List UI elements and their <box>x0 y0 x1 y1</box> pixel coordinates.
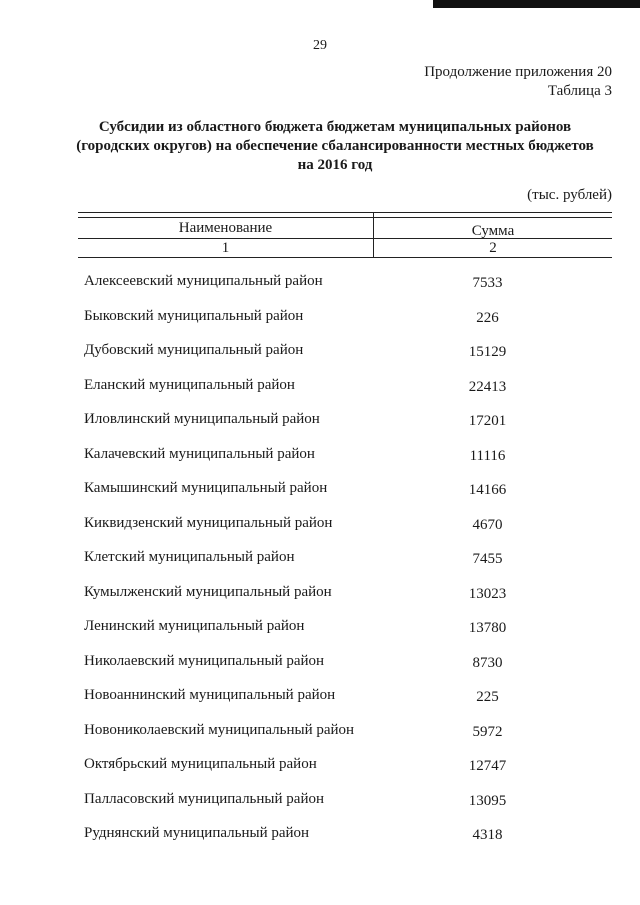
table-row <box>0 374 640 409</box>
row-name: Руднянский муниципальный район <box>84 825 310 841</box>
row-name: Клетский муниципальный район <box>84 549 295 565</box>
appendix-reference <box>424 63 612 101</box>
table-row <box>0 822 640 857</box>
table-row <box>0 581 640 616</box>
table-row <box>0 650 640 685</box>
row-name: Иловлинский муниципальный район <box>84 411 320 427</box>
table-row <box>0 305 640 340</box>
title-line-3: на 2016 год <box>297 157 373 173</box>
row-value: 4670 <box>472 516 503 533</box>
row-value: 8730 <box>472 654 503 671</box>
title-line-2: (городских округов) на обеспечение сбалансированности местных бюджетов <box>76 138 594 154</box>
row-value: 225 <box>476 689 499 705</box>
row-name: Киквидзенский муниципальный район <box>84 514 333 531</box>
table-row <box>0 753 640 788</box>
table-row <box>0 788 640 823</box>
row-name: Быковский муниципальный район <box>84 307 304 324</box>
page-number: 29 <box>313 38 327 53</box>
row-name: Камышинский муниципальный район <box>84 480 328 496</box>
table-header <box>78 212 612 261</box>
row-value: 17201 <box>468 413 507 429</box>
row-value: 226 <box>476 309 499 326</box>
document-title <box>60 118 610 175</box>
header-rule-top <box>78 217 612 218</box>
row-value: 7455 <box>472 551 503 567</box>
table-body <box>0 270 640 857</box>
row-value: 13023 <box>468 585 507 602</box>
header-name: Наименование <box>178 220 273 236</box>
table-row <box>0 719 640 754</box>
scan-edge-bar <box>433 0 640 8</box>
row-value: 7533 <box>472 275 503 291</box>
row-name: Дубовский муниципальный район <box>84 342 304 358</box>
table-row <box>0 615 640 650</box>
row-name: Еланский муниципальный район <box>84 376 295 393</box>
row-name: Октябрьский муниципальный район <box>84 756 317 772</box>
row-name: Николаевский муниципальный район <box>84 652 325 669</box>
row-value: 22413 <box>468 378 507 395</box>
units-label: (тыс. рублей) <box>527 187 612 203</box>
table-row <box>0 477 640 512</box>
header-rule-bottom <box>78 257 612 258</box>
row-value: 4318 <box>472 827 503 843</box>
title-line-1: Субсидии из областного бюджета бюджетам муниципальных районов <box>98 119 572 135</box>
table-row <box>0 684 640 719</box>
row-name: Калачевский муниципальный район <box>84 445 315 462</box>
table-row <box>0 270 640 305</box>
table-row <box>0 512 640 547</box>
row-name: Новониколаевский муниципальный район <box>84 721 355 738</box>
header-sum: Сумма <box>471 223 515 239</box>
table-row <box>0 339 640 374</box>
table-row <box>0 443 640 478</box>
appendix-line: Продолжение приложения 20 <box>424 64 612 80</box>
row-name: Алексеевский муниципальный район <box>84 273 323 289</box>
header-col-number-2: 2 <box>489 240 497 256</box>
row-name: Ленинский муниципальный район <box>84 618 305 634</box>
row-value: 5972 <box>472 723 503 740</box>
row-name: Кумылженский муниципальный район <box>84 583 332 600</box>
row-name: Палласовский муниципальный район <box>84 790 324 807</box>
row-name: Новоаннинский муниципальный район <box>84 687 336 703</box>
table-row <box>0 546 640 581</box>
row-value: 14166 <box>468 482 507 498</box>
row-value: 13780 <box>468 620 507 636</box>
row-value: 12747 <box>468 758 507 774</box>
row-value: 11116 <box>469 447 506 464</box>
row-value: 13095 <box>468 792 507 809</box>
table-row <box>0 408 640 443</box>
header-col-number-1: 1 <box>221 240 230 256</box>
row-value: 15129 <box>468 344 507 360</box>
table-number: Таблица 3 <box>547 83 612 99</box>
